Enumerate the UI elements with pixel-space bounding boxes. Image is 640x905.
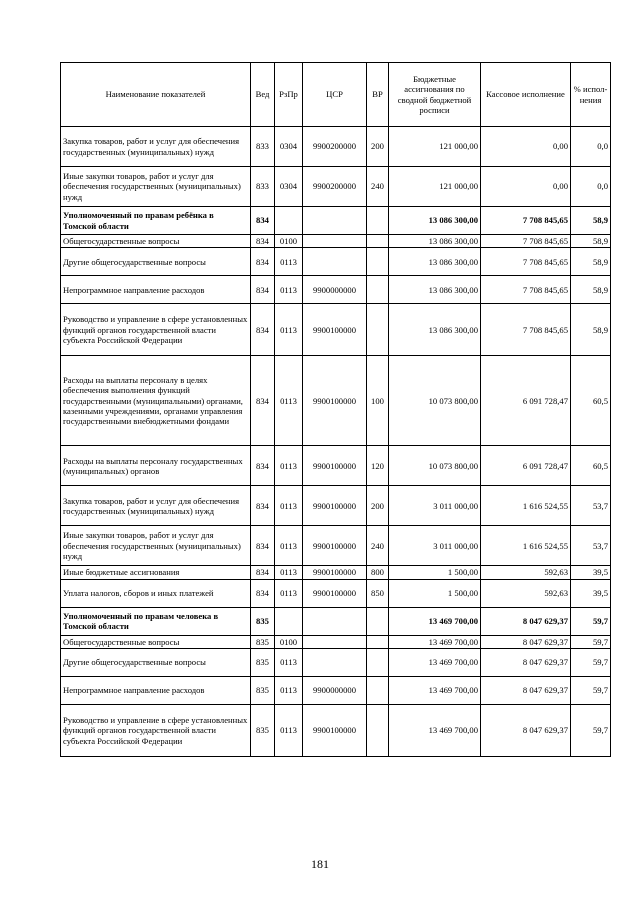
- cell-csr: 9900100000: [303, 486, 367, 526]
- table-row: [61, 167, 611, 207]
- cell-cash: 7 708 845,65: [481, 235, 571, 248]
- table-row: [61, 607, 611, 635]
- cell-vr: [367, 276, 389, 304]
- cell-cash: 1 616 524,55: [481, 486, 571, 526]
- cell-ved: 835: [251, 676, 275, 704]
- header-percent: % испол-нения: [571, 63, 611, 127]
- table-body: [61, 127, 611, 757]
- cell-csr: [303, 635, 367, 648]
- table-row: [61, 304, 611, 356]
- cell-percent: 0,0: [571, 127, 611, 167]
- cell-percent: 58,9: [571, 207, 611, 235]
- cell-csr: [303, 235, 367, 248]
- cell-percent: 0,0: [571, 167, 611, 207]
- cell-assigned: 13 469 700,00: [389, 704, 481, 756]
- cell-cash: 8 047 629,37: [481, 635, 571, 648]
- header-cash: Кассовое исполнение: [481, 63, 571, 127]
- cell-name: Уполномоченный по правам человека в Томской области: [61, 607, 251, 635]
- cell-cash: 7 708 845,65: [481, 248, 571, 276]
- table-row: [61, 276, 611, 304]
- cell-cash: 8 047 629,37: [481, 676, 571, 704]
- cell-csr: [303, 207, 367, 235]
- cell-rzpr: 0113: [275, 446, 303, 486]
- header-vr: ВР: [367, 63, 389, 127]
- cell-csr: 9900100000: [303, 446, 367, 486]
- cell-name: Иные закупки товаров, работ и услуг для обеспечения государственных (муниципальных) нужд: [61, 526, 251, 566]
- cell-assigned: 1 500,00: [389, 566, 481, 579]
- table-row: [61, 235, 611, 248]
- cell-ved: 835: [251, 635, 275, 648]
- cell-vr: 240: [367, 526, 389, 566]
- cell-percent: 39,5: [571, 579, 611, 607]
- cell-cash: 0,00: [481, 167, 571, 207]
- cell-cash: 6 091 728,47: [481, 446, 571, 486]
- cell-name: Непрограммное направление расходов: [61, 276, 251, 304]
- cell-name: Расходы на выплаты персоналу в целях обеспечения выполнения функций государственными (муниципальными) органами, казенными учреждениями, органами управления государственными внебюджетными фондами: [61, 356, 251, 446]
- cell-csr: 9900100000: [303, 579, 367, 607]
- cell-assigned: 13 469 700,00: [389, 607, 481, 635]
- table-row: [61, 526, 611, 566]
- cell-vr: 800: [367, 566, 389, 579]
- cell-name: Уплата налогов, сборов и иных платежей: [61, 579, 251, 607]
- cell-ved: 833: [251, 127, 275, 167]
- cell-percent: 39,5: [571, 566, 611, 579]
- cell-rzpr: [275, 207, 303, 235]
- cell-name: Руководство и управление в сфере установленных функций органов государственной власти субъекта Российской Федерации: [61, 304, 251, 356]
- cell-percent: 58,9: [571, 235, 611, 248]
- cell-name: Закупка товаров, работ и услуг для обеспечения государственных (муниципальных) нужд: [61, 127, 251, 167]
- cell-assigned: 13 086 300,00: [389, 276, 481, 304]
- cell-cash: 7 708 845,65: [481, 207, 571, 235]
- cell-rzpr: 0100: [275, 635, 303, 648]
- header-name: Наименование показателей: [61, 63, 251, 127]
- cell-rzpr: 0113: [275, 486, 303, 526]
- cell-csr: 9900100000: [303, 304, 367, 356]
- cell-assigned: 121 000,00: [389, 167, 481, 207]
- cell-percent: 59,7: [571, 607, 611, 635]
- cell-percent: 60,5: [571, 356, 611, 446]
- cell-ved: 834: [251, 304, 275, 356]
- cell-ved: 835: [251, 648, 275, 676]
- cell-name: Закупка товаров, работ и услуг для обеспечения государственных (муниципальных) нужд: [61, 486, 251, 526]
- cell-cash: 0,00: [481, 127, 571, 167]
- cell-csr: 9900000000: [303, 276, 367, 304]
- cell-name: Другие общегосударственные вопросы: [61, 248, 251, 276]
- table-row: [61, 566, 611, 579]
- cell-assigned: 13 086 300,00: [389, 304, 481, 356]
- cell-rzpr: [275, 607, 303, 635]
- table-row: [61, 579, 611, 607]
- cell-cash: 1 616 524,55: [481, 526, 571, 566]
- cell-rzpr: 0100: [275, 235, 303, 248]
- cell-assigned: 13 469 700,00: [389, 676, 481, 704]
- cell-vr: 100: [367, 356, 389, 446]
- cell-ved: 834: [251, 276, 275, 304]
- cell-assigned: 10 073 800,00: [389, 356, 481, 446]
- cell-name: Другие общегосударственные вопросы: [61, 648, 251, 676]
- cell-csr: 9900200000: [303, 127, 367, 167]
- cell-vr: [367, 607, 389, 635]
- cell-rzpr: 0113: [275, 356, 303, 446]
- cell-vr: 850: [367, 579, 389, 607]
- cell-name: Уполномоченный по правам ребёнка в Томской области: [61, 207, 251, 235]
- cell-cash: 8 047 629,37: [481, 704, 571, 756]
- cell-percent: 59,7: [571, 648, 611, 676]
- budget-table: [60, 62, 611, 757]
- table-row: [61, 676, 611, 704]
- cell-csr: 9900100000: [303, 356, 367, 446]
- cell-assigned: 13 469 700,00: [389, 648, 481, 676]
- cell-vr: 200: [367, 127, 389, 167]
- cell-percent: 58,9: [571, 276, 611, 304]
- cell-ved: 833: [251, 167, 275, 207]
- cell-rzpr: 0113: [275, 526, 303, 566]
- cell-csr: 9900100000: [303, 526, 367, 566]
- cell-name: Иные закупки товаров, работ и услуг для обеспечения государственных (муниципальных) нужд: [61, 167, 251, 207]
- cell-assigned: 1 500,00: [389, 579, 481, 607]
- cell-rzpr: 0113: [275, 704, 303, 756]
- cell-vr: [367, 704, 389, 756]
- cell-assigned: 13 086 300,00: [389, 248, 481, 276]
- cell-cash: 7 708 845,65: [481, 276, 571, 304]
- cell-ved: 834: [251, 356, 275, 446]
- cell-assigned: 121 000,00: [389, 127, 481, 167]
- cell-vr: [367, 676, 389, 704]
- cell-percent: 60,5: [571, 446, 611, 486]
- cell-ved: 834: [251, 579, 275, 607]
- header-row: [61, 63, 611, 127]
- cell-cash: 7 708 845,65: [481, 304, 571, 356]
- table-row: [61, 127, 611, 167]
- header-csr: ЦСР: [303, 63, 367, 127]
- cell-percent: 53,7: [571, 526, 611, 566]
- cell-name: Общегосударственные вопросы: [61, 635, 251, 648]
- cell-rzpr: 0113: [275, 676, 303, 704]
- cell-percent: 59,7: [571, 676, 611, 704]
- cell-cash: 592,63: [481, 579, 571, 607]
- page-number: 181: [311, 857, 329, 871]
- cell-vr: [367, 207, 389, 235]
- header-rzpr: РзПр: [275, 63, 303, 127]
- cell-name: Непрограммное направление расходов: [61, 676, 251, 704]
- cell-ved: 834: [251, 446, 275, 486]
- cell-name: Расходы на выплаты персоналу государственных (муниципальных) органов: [61, 446, 251, 486]
- cell-percent: 58,9: [571, 304, 611, 356]
- table-row: [61, 356, 611, 446]
- cell-vr: [367, 648, 389, 676]
- cell-assigned: 3 011 000,00: [389, 526, 481, 566]
- cell-csr: 9900100000: [303, 704, 367, 756]
- cell-rzpr: 0304: [275, 127, 303, 167]
- cell-ved: 834: [251, 235, 275, 248]
- cell-assigned: 13 086 300,00: [389, 235, 481, 248]
- header-ved: Вед: [251, 63, 275, 127]
- table-row: [61, 704, 611, 756]
- cell-rzpr: 0113: [275, 566, 303, 579]
- cell-rzpr: 0304: [275, 167, 303, 207]
- cell-assigned: 13 469 700,00: [389, 635, 481, 648]
- cell-rzpr: 0113: [275, 648, 303, 676]
- cell-ved: 834: [251, 248, 275, 276]
- cell-vr: 120: [367, 446, 389, 486]
- cell-ved: 834: [251, 526, 275, 566]
- cell-vr: 240: [367, 167, 389, 207]
- cell-csr: 9900000000: [303, 676, 367, 704]
- cell-csr: 9900100000: [303, 566, 367, 579]
- cell-vr: [367, 248, 389, 276]
- cell-ved: 834: [251, 566, 275, 579]
- cell-assigned: 3 011 000,00: [389, 486, 481, 526]
- cell-csr: [303, 607, 367, 635]
- cell-csr: 9900200000: [303, 167, 367, 207]
- cell-rzpr: 0113: [275, 248, 303, 276]
- cell-csr: [303, 248, 367, 276]
- cell-csr: [303, 648, 367, 676]
- cell-vr: 200: [367, 486, 389, 526]
- cell-percent: 59,7: [571, 704, 611, 756]
- cell-cash: 8 047 629,37: [481, 607, 571, 635]
- table-row: [61, 648, 611, 676]
- cell-assigned: 13 086 300,00: [389, 207, 481, 235]
- cell-vr: [367, 235, 389, 248]
- cell-percent: 58,9: [571, 248, 611, 276]
- cell-vr: [367, 635, 389, 648]
- table-row: [61, 446, 611, 486]
- cell-cash: 592,63: [481, 566, 571, 579]
- cell-rzpr: 0113: [275, 276, 303, 304]
- cell-vr: [367, 304, 389, 356]
- cell-name: Иные бюджетные ассигнования: [61, 566, 251, 579]
- cell-name: Руководство и управление в сфере установленных функций органов государственной власти субъекта Российской Федерации: [61, 704, 251, 756]
- cell-assigned: 10 073 800,00: [389, 446, 481, 486]
- cell-percent: 59,7: [571, 635, 611, 648]
- table-row: [61, 635, 611, 648]
- cell-cash: 6 091 728,47: [481, 356, 571, 446]
- cell-ved: 834: [251, 486, 275, 526]
- cell-rzpr: 0113: [275, 579, 303, 607]
- cell-ved: 835: [251, 704, 275, 756]
- table-row: [61, 486, 611, 526]
- cell-ved: 834: [251, 207, 275, 235]
- table-row: [61, 207, 611, 235]
- cell-cash: 8 047 629,37: [481, 648, 571, 676]
- table-row: [61, 248, 611, 276]
- cell-ved: 835: [251, 607, 275, 635]
- cell-percent: 53,7: [571, 486, 611, 526]
- header-assigned: Бюджетные ассигнования по сводной бюджетной росписи: [389, 63, 481, 127]
- cell-rzpr: 0113: [275, 304, 303, 356]
- cell-name: Общегосударственные вопросы: [61, 235, 251, 248]
